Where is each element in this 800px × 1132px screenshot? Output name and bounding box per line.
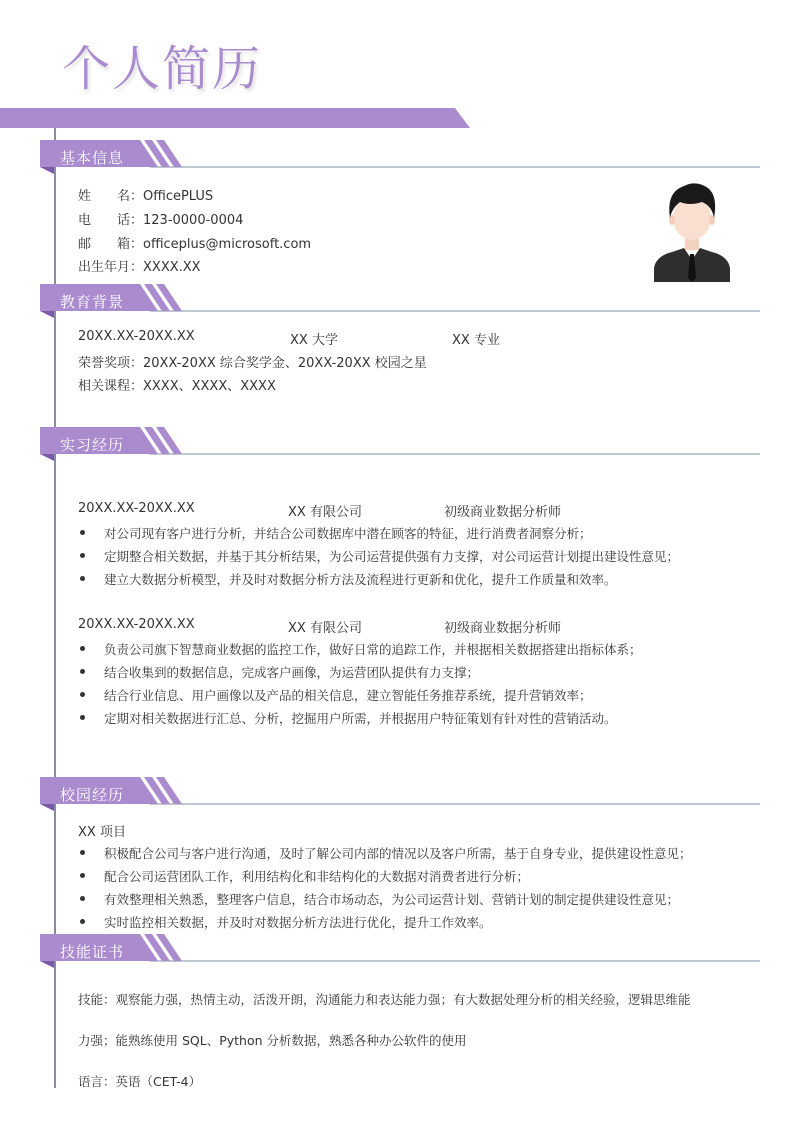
campus-project: XX 项目 (78, 825, 126, 840)
job2-bullet: 负责公司旗下智慧商业数据的监控工作，做好日常的追踪工作，并根据相关数据搭建出指标体系； (104, 642, 642, 657)
campus-bullet: 实时监控相关数据，并及时对数据分析方法进行优化，提升工作效率。 (104, 915, 492, 930)
avatar (650, 178, 734, 282)
section-header-internship (0, 427, 800, 471)
edu-period: 20XX.XX-20XX.XX (78, 329, 195, 344)
edu-courses: 相关课程：XXXX、XXXX、XXXX (78, 379, 276, 394)
job1-company: XX 有限公司 (288, 505, 362, 520)
job1-bullet: 定期整合相关数据，并基于其分析结果，为公司运营提供强有力支撑，对公司运营计划提出建设性意见； (104, 549, 680, 564)
email-value: officeplus@microsoft.com (143, 237, 312, 252)
skills-language: 语言：英语（CET-4） (78, 1074, 202, 1089)
bullet-icon (80, 576, 85, 581)
email-label: 邮 箱： (78, 237, 144, 252)
birth-label: 出生年月： (78, 260, 144, 275)
section-title: 技能证书 (60, 943, 125, 961)
section-header-skills (0, 934, 800, 978)
campus-bullet: 有效整理相关熟悉，整理客户信息，结合市场动态，为公司运营计划、营销计划的制定提供建设性意见； (104, 892, 680, 907)
bullet-icon (80, 896, 85, 901)
job2-bullet: 结合行业信息、用户画像以及产品的相关信息，建立智能任务推荐系统，提升营销效率； (104, 688, 592, 703)
bullet-icon (80, 873, 85, 878)
name-row (78, 185, 213, 204)
job2-bullet: 定期对相关数据进行汇总、分析，挖掘用户所需，并根据用户特征策划有针对性的营销活动。 (104, 711, 617, 726)
phone-row (78, 209, 243, 228)
campus-bullet: 配合公司运营团队工作，利用结构化和非结构化的大数据对消费者进行分析； (104, 869, 530, 884)
bullet-icon (80, 669, 85, 674)
page-title: 个人简历 (62, 41, 263, 97)
job1-bullet: 建立大数据分析模型，并及时对数据分析方法及流程进行更新和优化，提升工作质量和效率。 (104, 572, 617, 587)
section-title: 教育背景 (60, 293, 125, 311)
edu-school: XX 大学 (290, 333, 338, 348)
bullet-icon (80, 715, 85, 720)
name-value: OfficePLUS (143, 189, 214, 204)
skills-line-2: 力强；能熟练使用 SQL、Python 分析数据，熟悉各种办公软件的使用 (78, 1033, 467, 1048)
bullet-icon (80, 850, 85, 855)
birth-row (78, 256, 201, 275)
birth-value: XXXX.XX (143, 260, 201, 275)
bullet-icon (80, 553, 85, 558)
job2-period: 20XX.XX-20XX.XX (78, 617, 195, 632)
edu-honors: 荣誉奖项：20XX-20XX 综合奖学金、20XX-20XX 校园之星 (78, 356, 427, 371)
skills-line-1: 技能：观察能力强，热情主动，活泼开朗，沟通能力和表达能力强；有大数据处理分析的相关经验，逻辑思维能 (78, 992, 691, 1007)
phone-label: 电 话： (78, 213, 144, 228)
section-title: 基本信息 (60, 149, 125, 167)
phone-value: 123-0000-0004 (143, 213, 244, 228)
job1-period: 20XX.XX-20XX.XX (78, 501, 195, 516)
job1-role: 初级商业数据分析师 (444, 505, 562, 520)
bullet-icon (80, 919, 85, 924)
edu-major: XX 专业 (452, 333, 500, 348)
bullet-icon (80, 530, 85, 535)
section-header-education (0, 284, 800, 328)
section-title: 实习经历 (60, 436, 125, 454)
job1-bullet: 对公司现有客户进行分析，并结合公司数据库中潜在顾客的特征，进行消费者洞察分析； (104, 526, 592, 541)
bullet-icon (80, 646, 85, 651)
campus-bullet: 积极配合公司与客户进行沟通，及时了解公司内部的情况以及客户所需，基于自身专业，提供建设性意见； (104, 846, 692, 861)
section-title: 校园经历 (60, 786, 125, 804)
job2-company: XX 有限公司 (288, 621, 362, 636)
name-label: 姓 名： (78, 189, 144, 204)
top-banner (0, 108, 470, 128)
section-header-campus (0, 777, 800, 821)
email-row (78, 233, 311, 252)
job2-bullet: 结合收集到的数据信息，完成客户画像，为运营团队提供有力支撑； (104, 665, 480, 680)
job2-role: 初级商业数据分析师 (444, 621, 562, 636)
bullet-icon (80, 692, 85, 697)
